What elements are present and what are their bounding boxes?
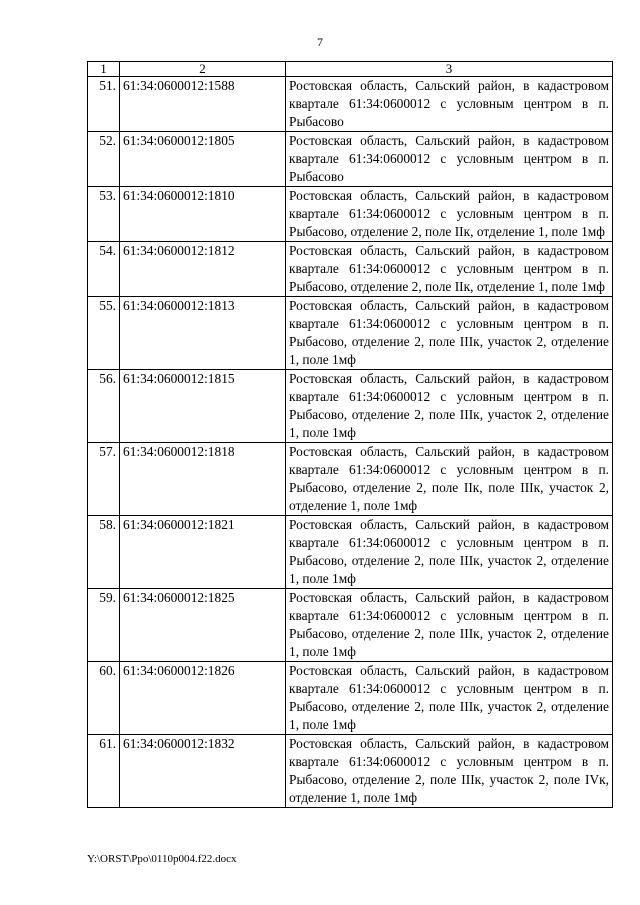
land-plots-table <box>87 61 613 808</box>
table-header-row <box>88 62 613 77</box>
page-number: 7 <box>317 35 323 49</box>
cadastral-number: 61:34:0600012:1810 <box>120 187 286 242</box>
column-header-3: 3 <box>286 62 613 77</box>
table-row <box>88 242 613 297</box>
cadastral-number: 61:34:0600012:1813 <box>120 297 286 370</box>
location-address: Ростовская область, Сальский район, в кадастровом квартале 61:34:0600012 с условным центром в п. Рыбасово, отделение 2, поле IIIк, участок 2, отделение 1, поле 1мф <box>286 297 613 370</box>
table-row <box>88 370 613 443</box>
cadastral-number: 61:34:0600012:1821 <box>120 516 286 589</box>
location-address: Ростовская область, Сальский район, в кадастровом квартале 61:34:0600012 с условным центром в п. Рыбасово <box>286 132 613 187</box>
row-number: 60. <box>88 662 120 735</box>
table-row <box>88 297 613 370</box>
location-address: Ростовская область, Сальский район, в кадастровом квартале 61:34:0600012 с условным центром в п. Рыбасово, отделение 2, поле IIIк, участок 2, поле IVк, отделение 1, поле 1мф <box>286 735 613 808</box>
location-address: Ростовская область, Сальский район, в кадастровом квартале 61:34:0600012 с условным центром в п. Рыбасово, отделение 2, поле IIIк, участок 2, отделение 1, поле 1мф <box>286 516 613 589</box>
column-header-2: 2 <box>120 62 286 77</box>
location-address: Ростовская область, Сальский район, в кадастровом квартале 61:34:0600012 с условным центром в п. Рыбасово, отделение 2, поле IIIк, участок 2, отделение 1, поле 1мф <box>286 589 613 662</box>
cadastral-number: 61:34:0600012:1588 <box>120 77 286 132</box>
row-number: 52. <box>88 132 120 187</box>
location-address: Ростовская область, Сальский район, в кадастровом квартале 61:34:0600012 с условным центром в п. Рыбасово <box>286 77 613 132</box>
table-row <box>88 187 613 242</box>
cadastral-number: 61:34:0600012:1815 <box>120 370 286 443</box>
row-number: 56. <box>88 370 120 443</box>
table-row <box>88 735 613 808</box>
table-row <box>88 443 613 516</box>
location-address: Ростовская область, Сальский район, в кадастровом квартале 61:34:0600012 с условным центром в п. Рыбасово, отделение 2, поле IIIк, участок 2, отделение 1, поле 1мф <box>286 662 613 735</box>
cadastral-number: 61:34:0600012:1825 <box>120 589 286 662</box>
cadastral-number: 61:34:0600012:1832 <box>120 735 286 808</box>
row-number: 51. <box>88 77 120 132</box>
table-row <box>88 516 613 589</box>
row-number: 54. <box>88 242 120 297</box>
table-row <box>88 77 613 132</box>
file-path-footer: Y:\ORST\Ppo\0110p004.f22.docx <box>87 853 237 865</box>
cadastral-number: 61:34:0600012:1812 <box>120 242 286 297</box>
location-address: Ростовская область, Сальский район, в кадастровом квартале 61:34:0600012 с условным центром в п. Рыбасово, отделение 2, поле IIк, отделение 1, поле 1мф <box>286 187 613 242</box>
row-number: 61. <box>88 735 120 808</box>
cadastral-number: 61:34:0600012:1818 <box>120 443 286 516</box>
table-row <box>88 662 613 735</box>
row-number: 58. <box>88 516 120 589</box>
table-row <box>88 589 613 662</box>
row-number: 57. <box>88 443 120 516</box>
cadastral-number: 61:34:0600012:1826 <box>120 662 286 735</box>
location-address: Ростовская область, Сальский район, в кадастровом квартале 61:34:0600012 с условным центром в п. Рыбасово, отделение 2, поле IIк, отделение 1, поле 1мф <box>286 242 613 297</box>
cadastral-number: 61:34:0600012:1805 <box>120 132 286 187</box>
row-number: 53. <box>88 187 120 242</box>
table-row <box>88 132 613 187</box>
row-number: 55. <box>88 297 120 370</box>
location-address: Ростовская область, Сальский район, в кадастровом квартале 61:34:0600012 с условным центром в п. Рыбасово, отделение 2, поле IIIк, участок 2, отделение 1, поле 1мф <box>286 370 613 443</box>
location-address: Ростовская область, Сальский район, в кадастровом квартале 61:34:0600012 с условным центром в п. Рыбасово, отделение 2, поле IIк, поле IIIк, участок 2, отделение 1, поле 1мф <box>286 443 613 516</box>
row-number: 59. <box>88 589 120 662</box>
column-header-1: 1 <box>88 62 120 77</box>
